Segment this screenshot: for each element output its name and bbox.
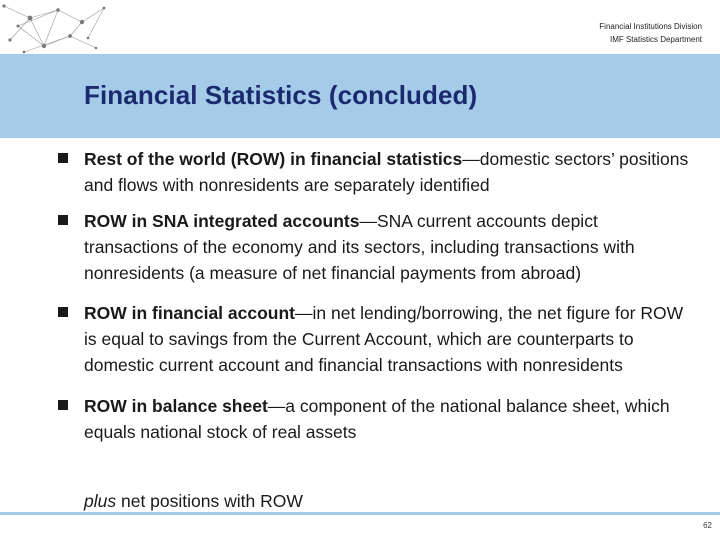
bullet-item <box>56 208 696 286</box>
bullet-list <box>56 146 696 445</box>
plus-line-text: net positions with ROW <box>120 491 303 511</box>
bullet-text: —in net lending/borrowing, the net figure for ROW is equal to savings from the Current Account, which are counterparts to domestic current account and financial transactions with nonresidents <box>84 303 684 375</box>
bullet-item <box>56 146 696 198</box>
department-label: IMF Statistics Department <box>609 35 702 44</box>
bullet-bold-text: ROW in balance sheet <box>84 396 268 416</box>
bullet-text: —SNA current accounts depict transactions of the economy and its sectors, including transactions with nonresidents (a measure of net financial payments from abroad) <box>84 211 635 283</box>
bullet-text: —domestic sectors’ positions and flows with nonresidents are separately identified <box>84 149 689 195</box>
page-number: 62 <box>703 521 712 530</box>
square-bullet-icon <box>58 307 68 317</box>
bullet-item <box>56 393 696 445</box>
bullet-bold-text: Rest of the world (ROW) in financial statistics <box>84 149 463 169</box>
slide-title: Financial Statistics (concluded) <box>84 80 478 110</box>
division-label: Financial Institutions Division <box>599 22 702 31</box>
plus-line <box>84 488 303 514</box>
network-graph-logo <box>0 0 110 58</box>
header-department <box>599 20 702 46</box>
plus-italic-text: plus <box>84 491 117 511</box>
bullet-text: —a component of the national balance sheet, which equals national stock of real assets <box>84 396 670 442</box>
bullet-item <box>56 300 696 378</box>
square-bullet-icon <box>58 400 68 410</box>
bullet-bold-text: ROW in financial account <box>84 303 295 323</box>
bullet-bold-text: ROW in SNA integrated accounts <box>84 211 360 231</box>
footer-rule <box>0 512 720 515</box>
square-bullet-icon <box>58 153 68 163</box>
square-bullet-icon <box>58 215 68 225</box>
